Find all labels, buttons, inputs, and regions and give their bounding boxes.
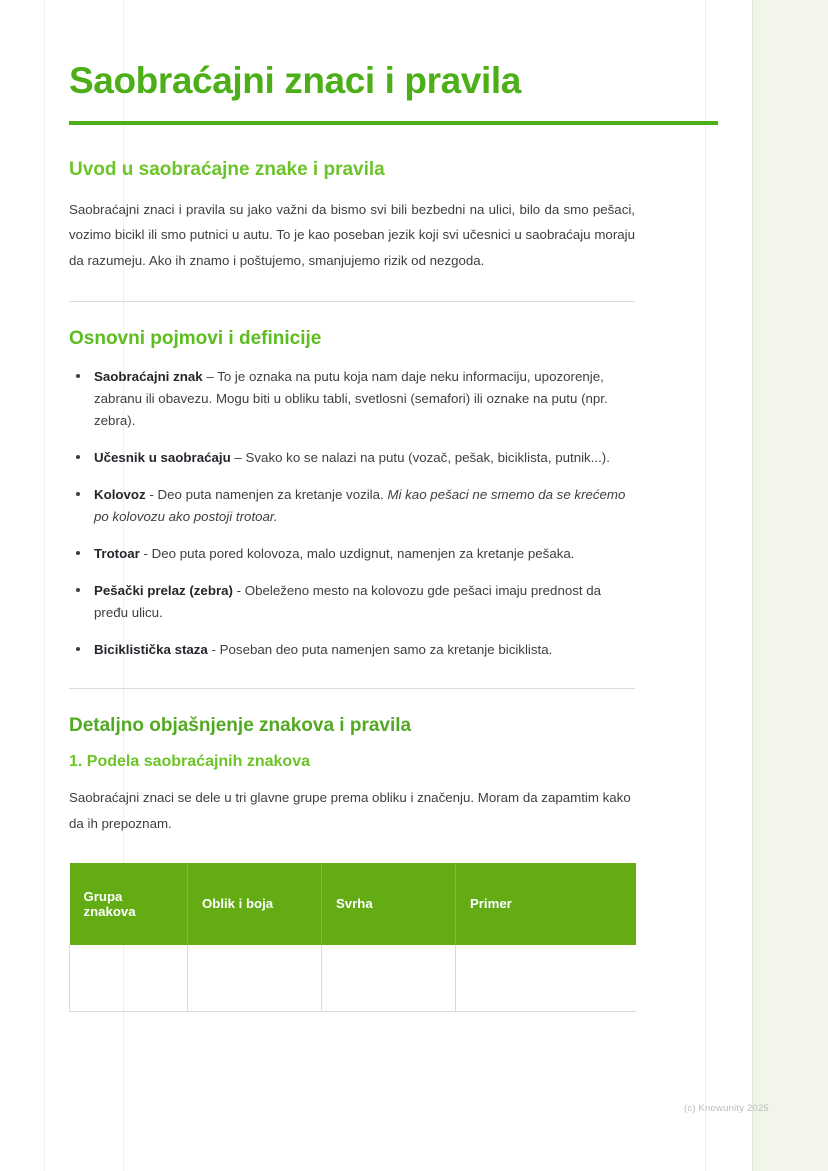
table-cell xyxy=(322,945,456,1012)
signs-table xyxy=(69,863,636,1012)
list-item xyxy=(69,447,635,469)
table-header-row xyxy=(70,863,636,945)
page-guide-line-right xyxy=(705,0,706,1171)
list-item-text: Deo puta pored kolovoza, malo uzdignut, namenjen za kretanje pešaka. xyxy=(151,545,575,561)
list-item-text: To je oznaka na putu koja nam daje neku informaciju, upozorenje, zabranu ili obavezu. Mogu biti u obliku tabli, svetlosni (semafori) ili oznake na putu (npr. zebra). xyxy=(94,369,608,428)
section-divider-2 xyxy=(69,688,635,689)
list-item-dash: - xyxy=(232,582,245,598)
list-item xyxy=(69,639,635,661)
list-item-term: Pešački prelaz (zebra) xyxy=(94,582,233,598)
table-row xyxy=(70,945,636,1012)
page-right-margin-edge xyxy=(752,0,753,1171)
detailed-subheading: 1. Podela saobraćajnih znakova xyxy=(69,753,310,771)
list-item-text: Deo puta namenjen za kretanje vozila. xyxy=(157,486,388,502)
page-title: Saobraćajni znaci i pravila xyxy=(69,60,521,101)
list-item-dash: - xyxy=(145,486,158,502)
copyright-footer: (c) Knowunity 2025 xyxy=(684,1103,769,1114)
list-item-term: Saobraćajni znak xyxy=(94,369,203,385)
detailed-heading: Detaljno objašnjenje znakova i pravila xyxy=(69,715,412,737)
list-item-term: Biciklistička staza xyxy=(94,641,208,657)
detailed-paragraph: Saobraćajni znaci se dele u tri glavne grupe prema obliku i značenju. Moram da zapamtim kako da ih prepoznam. xyxy=(69,790,631,831)
page-guide-line-left xyxy=(44,0,45,1171)
table-header-cell: Primer xyxy=(456,863,636,945)
section-divider-1 xyxy=(69,301,635,302)
list-item-term: Učesnik u saobraćaju xyxy=(94,449,231,465)
document-content xyxy=(69,60,635,1012)
list-item-text: Obeleženo mesto na kolovozu gde pešaci imaju prednost da pređu ulicu. xyxy=(94,582,602,620)
list-item-term: Trotoar xyxy=(94,545,140,561)
list-item xyxy=(69,366,635,432)
list-item-text: Svako ko se nalazi na putu (vozač, pešak, biciklista, putnik...). xyxy=(245,449,610,465)
list-item-text: Poseban deo puta namenjen samo za kretanje biciklista. xyxy=(219,641,553,657)
list-item-dash: – xyxy=(230,449,246,465)
table-cell xyxy=(188,945,322,1012)
concepts-heading: Osnovni pojmovi i definicije xyxy=(69,328,322,350)
list-item-italic: Mi kao pešaci ne smemo da se krećemo po kolovozu ako postoji trotoar. xyxy=(94,486,626,524)
list-item-dash: - xyxy=(207,641,220,657)
list-item xyxy=(69,484,635,528)
table-cell xyxy=(70,945,188,1012)
intro-paragraph: Saobraćajni znaci i pravila su jako važni da bismo svi bili bezbedni na ulici, bilo da smo pešaci, vozimo bicikl ili smo putnici u autu. To je kao poseban jezik koji svi učesnici u saobraćaju moraju da razumeju. Ako ih znamo i poštujemo, smanjujemo rizik od nezgoda. xyxy=(69,201,635,268)
table-cell xyxy=(456,945,636,1012)
list-item-dash: - xyxy=(139,545,152,561)
intro-heading: Uvod u saobraćajne znake i pravila xyxy=(69,158,385,180)
concepts-list xyxy=(69,366,635,660)
table-header-cell: Svrha xyxy=(322,863,456,945)
list-item-dash: – xyxy=(202,369,218,385)
page-right-margin-band xyxy=(752,0,828,1171)
list-item-term: Kolovoz xyxy=(94,486,146,502)
list-item xyxy=(69,580,635,624)
title-underline xyxy=(69,121,718,125)
table-header-cell: Grupa znakova xyxy=(70,863,188,945)
list-item xyxy=(69,543,635,565)
table-header-cell: Oblik i boja xyxy=(188,863,322,945)
